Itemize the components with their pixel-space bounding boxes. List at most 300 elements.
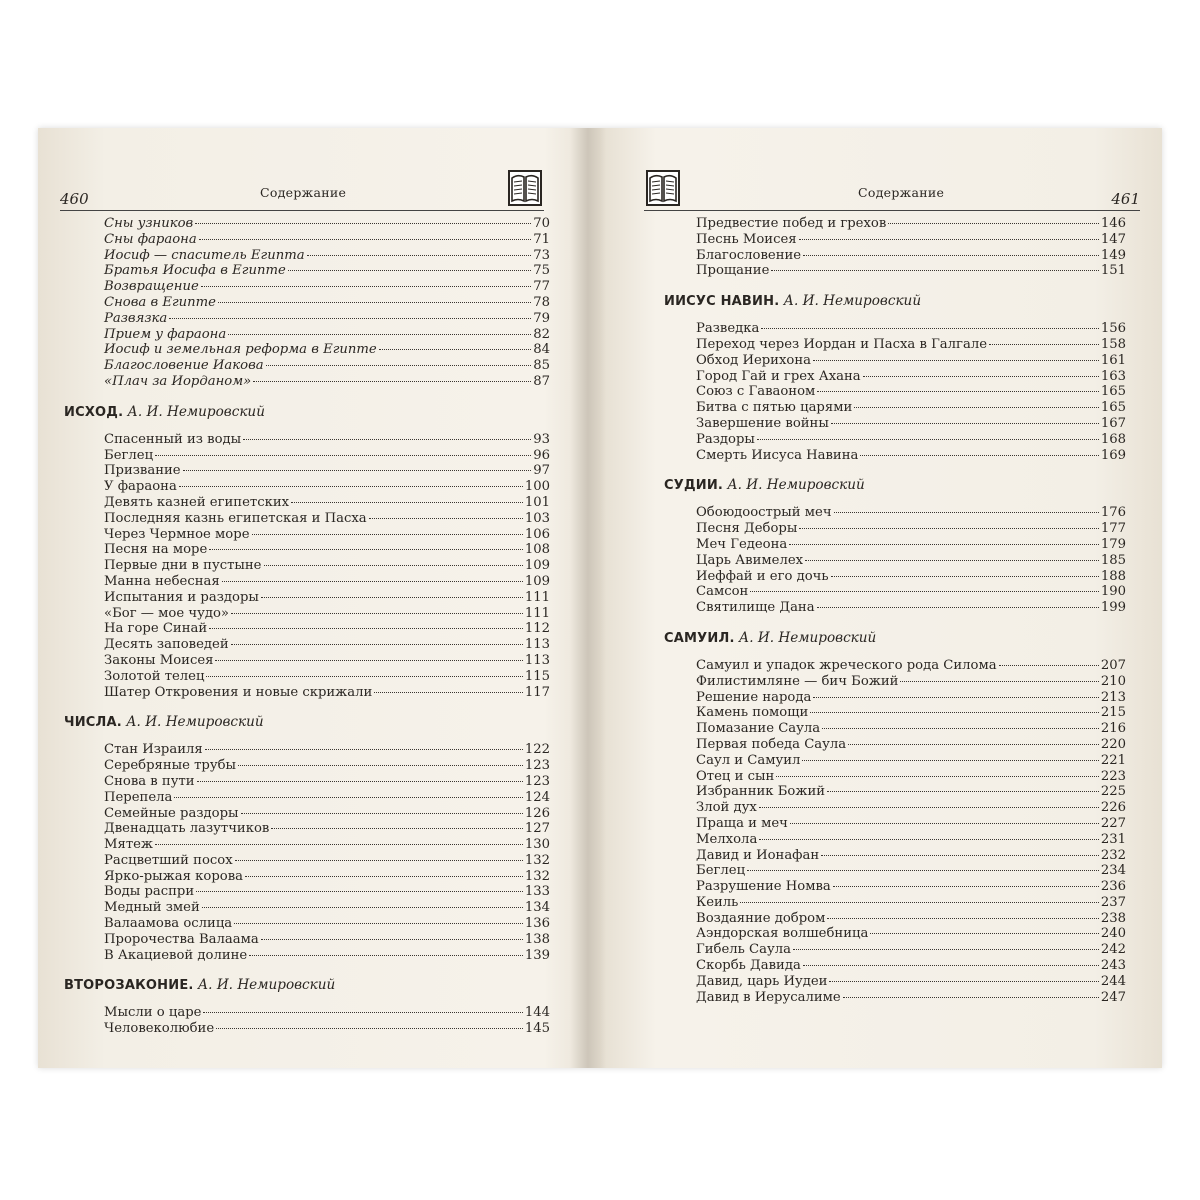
toc-entry-page: 87 — [533, 373, 550, 389]
toc-leader-dots — [989, 344, 1099, 345]
toc-entry-page: 234 — [1100, 863, 1126, 879]
toc-leader-dots — [799, 528, 1098, 529]
toc-entry — [664, 895, 1126, 911]
toc-leader-dots — [195, 223, 531, 224]
toc-leader-dots — [821, 855, 1099, 856]
toc-entry-page: 82 — [533, 326, 550, 342]
toc-entry — [64, 790, 550, 806]
toc-entry — [664, 263, 1126, 279]
toc-leader-dots — [793, 949, 1099, 950]
toc-leader-dots — [261, 597, 523, 598]
toc-entry-title: Спасенный из воды — [104, 431, 242, 447]
toc-entry-page: 151 — [1100, 263, 1126, 279]
toc-entry — [64, 374, 550, 390]
toc-entry — [64, 685, 550, 701]
toc-entry — [664, 337, 1126, 353]
toc-leader-dots — [799, 239, 1099, 240]
toc-leader-dots — [238, 765, 523, 766]
toc-entry-title: Разрушение Номва — [696, 879, 831, 895]
toc-leader-dots — [817, 391, 1099, 392]
toc-entry — [664, 958, 1126, 974]
toc-entry-page: 77 — [533, 279, 550, 295]
toc-leader-dots — [831, 576, 1099, 577]
toc-leader-dots — [209, 549, 523, 550]
toc-entry-page: 109 — [524, 558, 550, 574]
toc-entry-title: Благословение Иакова — [104, 358, 264, 374]
toc-entry-page: 113 — [524, 637, 550, 653]
toc-entry-page: 244 — [1100, 973, 1126, 989]
toc-entry-page: 242 — [1100, 942, 1126, 958]
toc-entry — [64, 742, 550, 758]
toc-entry-page: 169 — [1100, 447, 1126, 463]
toc-entry-page: 165 — [1100, 384, 1126, 400]
section-name: ИСХОД. — [64, 404, 124, 420]
toc-entry-title: На горе Синай — [104, 621, 208, 637]
toc-entry — [64, 263, 550, 279]
toc-leader-dots — [196, 891, 523, 892]
toc-entry-title: Иосиф и земельная реформа в Египте — [104, 342, 377, 358]
toc-leader-dots — [243, 439, 531, 440]
toc-entry — [664, 321, 1126, 337]
toc-entry-title: Разведка — [696, 321, 760, 337]
toc-entry — [64, 653, 550, 669]
toc-entry-page: 127 — [524, 821, 550, 837]
toc-entry-page: 75 — [533, 263, 550, 279]
toc-leader-dots — [803, 965, 1099, 966]
toc-leader-dots — [759, 807, 1099, 808]
toc-entry-title: Ярко-рыжая корова — [104, 868, 244, 884]
toc-leader-dots — [197, 781, 523, 782]
toc-entry — [64, 932, 550, 948]
toc-leader-dots — [202, 907, 523, 908]
toc-entry-page: 122 — [524, 742, 550, 758]
toc-leader-dots — [750, 591, 1099, 592]
toc-entry — [664, 448, 1126, 464]
toc-leader-dots — [245, 876, 523, 877]
toc-entry-title: Меч Гедеона — [696, 536, 788, 552]
toc-entry-title: Первая победа Саула — [696, 736, 847, 752]
toc-leader-dots — [199, 239, 532, 240]
toc-entry — [664, 248, 1126, 264]
toc-entry-title: Девять казней египетских — [104, 494, 290, 510]
running-title: Содержание — [858, 185, 945, 200]
toc-entry — [664, 753, 1126, 769]
toc-entry — [64, 948, 550, 964]
toc-entry-title: Благословение — [696, 247, 802, 263]
toc-leader-dots — [863, 376, 1099, 377]
toc-entry-page: 240 — [1100, 926, 1126, 942]
toc-entry-page: 84 — [533, 342, 550, 358]
toc-entry-title: Раздоры — [696, 431, 755, 447]
toc-entry — [64, 248, 550, 264]
toc-entry-title: Призвание — [104, 463, 181, 479]
toc-entry — [64, 1005, 550, 1021]
toc-entry-page: 161 — [1100, 352, 1126, 368]
toc-entry — [664, 658, 1126, 674]
toc-entry — [64, 511, 550, 527]
toc-entry — [64, 295, 550, 311]
toc-entry — [664, 432, 1126, 448]
toc-leader-dots — [222, 581, 523, 582]
toc-entry — [64, 621, 550, 637]
toc-entry — [664, 769, 1126, 785]
section-heading — [64, 714, 550, 736]
toc-entry-title: В Акациевой долине — [104, 947, 248, 963]
toc-entry — [664, 600, 1126, 616]
toc-entry — [664, 800, 1126, 816]
toc-leader-dots — [231, 613, 523, 614]
toc-entry-page: 223 — [1100, 768, 1126, 784]
toc-entry-page: 103 — [524, 510, 550, 526]
toc-entry-title: Воды распри — [104, 884, 195, 900]
toc-leader-dots — [813, 360, 1099, 361]
toc-entry-page: 243 — [1100, 958, 1126, 974]
toc-entry-page: 124 — [524, 789, 550, 805]
toc-entry — [64, 448, 550, 464]
toc-leader-dots — [169, 318, 531, 319]
toc-leader-dots — [805, 560, 1099, 561]
toc-entry — [64, 574, 550, 590]
toc-leader-dots — [218, 302, 531, 303]
toc-entry-page: 97 — [533, 463, 550, 479]
toc-entry — [64, 916, 550, 932]
section-heading — [664, 293, 1126, 315]
toc-entry-page: 177 — [1100, 521, 1126, 537]
toc-entry-title: Развязка — [104, 310, 168, 326]
toc-entry-page: 93 — [533, 431, 550, 447]
toc-entry-page: 176 — [1100, 505, 1126, 521]
toc-entry-page: 100 — [524, 479, 550, 495]
toc-entry — [64, 216, 550, 232]
toc-leader-dots — [827, 918, 1098, 919]
toc-leader-dots — [203, 1012, 522, 1013]
toc-entry-title: Обход Иерихона — [696, 352, 812, 368]
toc-entry-title: Двенадцать лазутчиков — [104, 821, 270, 837]
toc-entry-page: 237 — [1100, 894, 1126, 910]
toc-entry-title: Последняя казнь египетская и Пасха — [104, 510, 367, 526]
toc-entry — [664, 911, 1126, 927]
section-name: САМУИЛ. — [664, 630, 735, 646]
toc-entry — [64, 542, 550, 558]
toc-leader-dots — [747, 870, 1099, 871]
toc-entry-page: 126 — [524, 805, 550, 821]
toc-entry-title: Медный змей — [104, 900, 200, 916]
toc-right — [664, 216, 1126, 1005]
toc-entry — [64, 637, 550, 653]
toc-entry-page: 133 — [524, 884, 550, 900]
toc-leader-dots — [231, 644, 523, 645]
toc-entry — [64, 853, 550, 869]
toc-entry — [64, 821, 550, 837]
toc-entry — [664, 232, 1126, 248]
toc-entry — [664, 721, 1126, 737]
toc-entry-page: 158 — [1100, 336, 1126, 352]
section-author: А. И. Немировский — [727, 477, 865, 494]
toc-leader-dots — [155, 844, 523, 845]
toc-entry-title: Прощание — [696, 263, 770, 279]
toc-entry — [64, 463, 550, 479]
toc-entry — [664, 990, 1126, 1006]
toc-entry — [664, 832, 1126, 848]
toc-entry-page: 70 — [533, 216, 550, 231]
running-head — [60, 180, 544, 211]
toc-leader-dots — [833, 886, 1099, 887]
toc-entry — [64, 311, 550, 327]
toc-leader-dots — [848, 744, 1099, 745]
toc-entry-title: «Бог — мое чудо» — [104, 605, 229, 621]
toc-leader-dots — [205, 749, 523, 750]
toc-entry — [64, 327, 550, 343]
toc-entry — [64, 900, 550, 916]
section-heading — [664, 630, 1126, 652]
toc-entry-title: Иеффай и его дочь — [696, 568, 829, 584]
toc-entry-title: Город Гай и грех Ахана — [696, 368, 861, 384]
toc-leader-dots — [827, 791, 1099, 792]
toc-entry-title: Кеиль — [696, 894, 739, 910]
toc-entry — [64, 774, 550, 790]
toc-entry-page: 149 — [1100, 247, 1126, 263]
toc-entry — [64, 590, 550, 606]
section-name: ЧИСЛА. — [64, 715, 122, 731]
toc-leader-dots — [249, 955, 523, 956]
section-name: СУДИИ. — [664, 478, 724, 494]
toc-entry — [64, 869, 550, 885]
toc-entry-page: 165 — [1100, 400, 1126, 416]
toc-entry — [64, 479, 550, 495]
toc-leader-dots — [179, 486, 523, 487]
toc-left — [64, 216, 550, 1037]
toc-entry — [664, 216, 1126, 232]
toc-entry — [664, 584, 1126, 600]
section-heading — [664, 477, 1126, 499]
toc-leader-dots — [261, 939, 523, 940]
toc-entry-title: Камень помощи — [696, 705, 809, 721]
toc-entry-page: 132 — [524, 852, 550, 868]
toc-entry — [64, 758, 550, 774]
toc-entry-page: 236 — [1100, 879, 1126, 895]
toc-entry-page: 247 — [1100, 989, 1126, 1005]
right-page — [606, 128, 1162, 1068]
toc-entry-title: Беглец — [696, 863, 746, 879]
toc-entry — [64, 432, 550, 448]
toc-leader-dots — [253, 381, 531, 382]
toc-entry-page: 73 — [533, 247, 550, 263]
toc-leader-dots — [264, 565, 523, 566]
toc-leader-dots — [266, 365, 532, 366]
toc-entry — [64, 806, 550, 822]
toc-leader-dots — [802, 760, 1098, 761]
toc-entry — [64, 279, 550, 295]
toc-leader-dots — [810, 712, 1099, 713]
toc-entry-page: 130 — [524, 837, 550, 853]
toc-entry-title: Законы Моисея — [104, 652, 214, 668]
toc-entry-title: Мелхола — [696, 831, 758, 847]
toc-entry-title: Первые дни в пустыне — [104, 558, 262, 574]
toc-entry-title: Обоюдоострый меч — [696, 505, 832, 521]
toc-entry-page: 108 — [524, 542, 550, 558]
toc-leader-dots — [803, 255, 1099, 256]
toc-entry-page: 168 — [1100, 431, 1126, 447]
toc-entry-title: Царь Авимелех — [696, 552, 804, 568]
toc-entry-title: Возвращение — [104, 279, 199, 295]
toc-entry-page: 132 — [524, 868, 550, 884]
toc-entry-page: 138 — [524, 931, 550, 947]
toc-entry-page: 136 — [524, 916, 550, 932]
toc-entry-title: Самсон — [696, 584, 749, 600]
toc-entry — [664, 816, 1126, 832]
toc-entry-page: 190 — [1100, 584, 1126, 600]
toc-entry-page: 111 — [524, 605, 550, 621]
toc-entry-page: 185 — [1100, 552, 1126, 568]
toc-entry — [64, 232, 550, 248]
toc-entry-title: Давид в Иерусалиме — [696, 989, 841, 1005]
page-number: 460 — [60, 190, 89, 208]
toc-entry-title: Союз с Гаваоном — [696, 384, 816, 400]
toc-leader-dots — [252, 534, 523, 535]
section-heading — [64, 977, 550, 999]
toc-entry-page: 123 — [524, 758, 550, 774]
toc-entry — [64, 558, 550, 574]
toc-entry-page: 232 — [1100, 847, 1126, 863]
open-book-icon — [646, 170, 680, 206]
toc-entry-title: Святилище Дана — [696, 600, 815, 616]
toc-entry-page: 96 — [533, 447, 550, 463]
toc-entry-page: 210 — [1100, 673, 1126, 689]
toc-entry — [664, 521, 1126, 537]
toc-entry — [64, 342, 550, 358]
toc-entry — [664, 505, 1126, 521]
toc-entry-page: 163 — [1100, 368, 1126, 384]
section-name: ИИСУС НАВИН. — [664, 294, 780, 310]
toc-entry — [64, 1021, 550, 1037]
book-gutter — [570, 128, 606, 1068]
toc-leader-dots — [822, 728, 1099, 729]
toc-entry — [664, 384, 1126, 400]
toc-entry — [664, 942, 1126, 958]
toc-entry — [664, 369, 1126, 385]
toc-entry — [664, 737, 1126, 753]
toc-entry-title: Прием у фараона — [104, 326, 227, 342]
toc-leader-dots — [183, 470, 532, 471]
toc-leader-dots — [228, 334, 531, 335]
toc-entry-title: Песня на море — [104, 542, 208, 558]
toc-leader-dots — [209, 628, 523, 629]
toc-leader-dots — [374, 692, 522, 693]
toc-leader-dots — [201, 286, 531, 287]
toc-entry — [64, 358, 550, 374]
toc-entry-title: Саул и Самуил — [696, 752, 801, 768]
toc-entry-page: 117 — [524, 684, 550, 700]
page-number: 461 — [1111, 190, 1140, 208]
toc-entry-title: Валаамова ослица — [104, 916, 233, 932]
toc-entry-page: 156 — [1100, 321, 1126, 337]
toc-entry-page: 145 — [524, 1021, 550, 1037]
toc-entry-page: 238 — [1100, 910, 1126, 926]
toc-entry-title: Сны узников — [104, 216, 194, 231]
toc-leader-dots — [235, 860, 523, 861]
toc-entry-page: 227 — [1100, 815, 1126, 831]
toc-leader-dots — [757, 439, 1099, 440]
toc-entry-title: Беглец — [104, 447, 154, 463]
toc-entry-title: Завершение войны — [696, 415, 829, 431]
toc-entry-page: 134 — [524, 900, 550, 916]
toc-entry-title: Давид, царь Иудеи — [696, 973, 828, 989]
section-author: А. И. Немировский — [783, 293, 922, 310]
toc-entry — [664, 784, 1126, 800]
toc-entry — [664, 863, 1126, 879]
toc-leader-dots — [854, 407, 1099, 408]
toc-entry-page: 79 — [533, 310, 550, 326]
toc-entry — [664, 537, 1126, 553]
toc-entry-title: Помазание Саула — [696, 721, 821, 737]
toc-leader-dots — [379, 349, 532, 350]
toc-entry — [664, 690, 1126, 706]
toc-leader-dots — [369, 518, 523, 519]
toc-entry-title: Решение народа — [696, 689, 812, 705]
toc-entry — [664, 400, 1126, 416]
toc-entry-page: 78 — [533, 294, 550, 310]
section-author: А. И. Немировский — [127, 403, 265, 420]
toc-entry-title: Мысли о царе — [104, 1005, 202, 1021]
section-heading — [64, 404, 550, 426]
section-author: А. И. Немировский — [738, 629, 877, 646]
toc-entry — [64, 495, 550, 511]
toc-leader-dots — [831, 423, 1099, 424]
toc-entry — [64, 837, 550, 853]
running-head — [644, 180, 1140, 211]
toc-leader-dots — [216, 1028, 523, 1029]
toc-entry-page: 146 — [1100, 216, 1126, 231]
toc-entry-title: Испытания и раздоры — [104, 589, 259, 605]
toc-leader-dots — [215, 660, 522, 661]
toc-leader-dots — [870, 933, 1098, 934]
section-name: ВТОРОЗАКОНИЕ. — [64, 978, 194, 994]
toc-leader-dots — [234, 923, 523, 924]
toc-leader-dots — [206, 676, 522, 677]
toc-entry-title: Давид и Ионафан — [696, 847, 820, 863]
toc-entry-title: Песнь Моисея — [696, 231, 797, 247]
toc-entry — [64, 527, 550, 543]
toc-entry-title: Десять заповедей — [104, 637, 229, 653]
toc-entry-page: 179 — [1100, 536, 1126, 552]
toc-entry-page: 101 — [524, 494, 550, 510]
open-book-icon — [508, 170, 542, 206]
toc-entry-title: Предвестие побед и грехов — [696, 216, 887, 231]
toc-entry-page: 226 — [1100, 800, 1126, 816]
toc-entry — [664, 353, 1126, 369]
toc-entry-title: Аэндорская волшебница — [696, 926, 869, 942]
toc-leader-dots — [759, 839, 1099, 840]
toc-entry — [64, 884, 550, 900]
toc-entry-page: 167 — [1100, 415, 1126, 431]
toc-entry-page: 213 — [1100, 689, 1126, 705]
toc-entry-title: «Плач за Иорданом» — [104, 373, 252, 389]
toc-entry — [664, 705, 1126, 721]
toc-leader-dots — [999, 665, 1099, 666]
toc-entry-page: 109 — [524, 573, 550, 589]
toc-entry-page: 144 — [524, 1005, 550, 1021]
toc-leader-dots — [813, 697, 1098, 698]
toc-entry — [664, 674, 1126, 690]
toc-leader-dots — [771, 270, 1098, 271]
toc-entry — [64, 606, 550, 622]
toc-entry-page: 188 — [1100, 568, 1126, 584]
toc-entry — [664, 848, 1126, 864]
left-page — [38, 128, 570, 1068]
toc-entry-title: Шатер Откровения и новые скрижали — [104, 684, 373, 700]
toc-entry-page: 207 — [1100, 657, 1126, 673]
toc-entry-title: Скорбь Давида — [696, 958, 801, 974]
